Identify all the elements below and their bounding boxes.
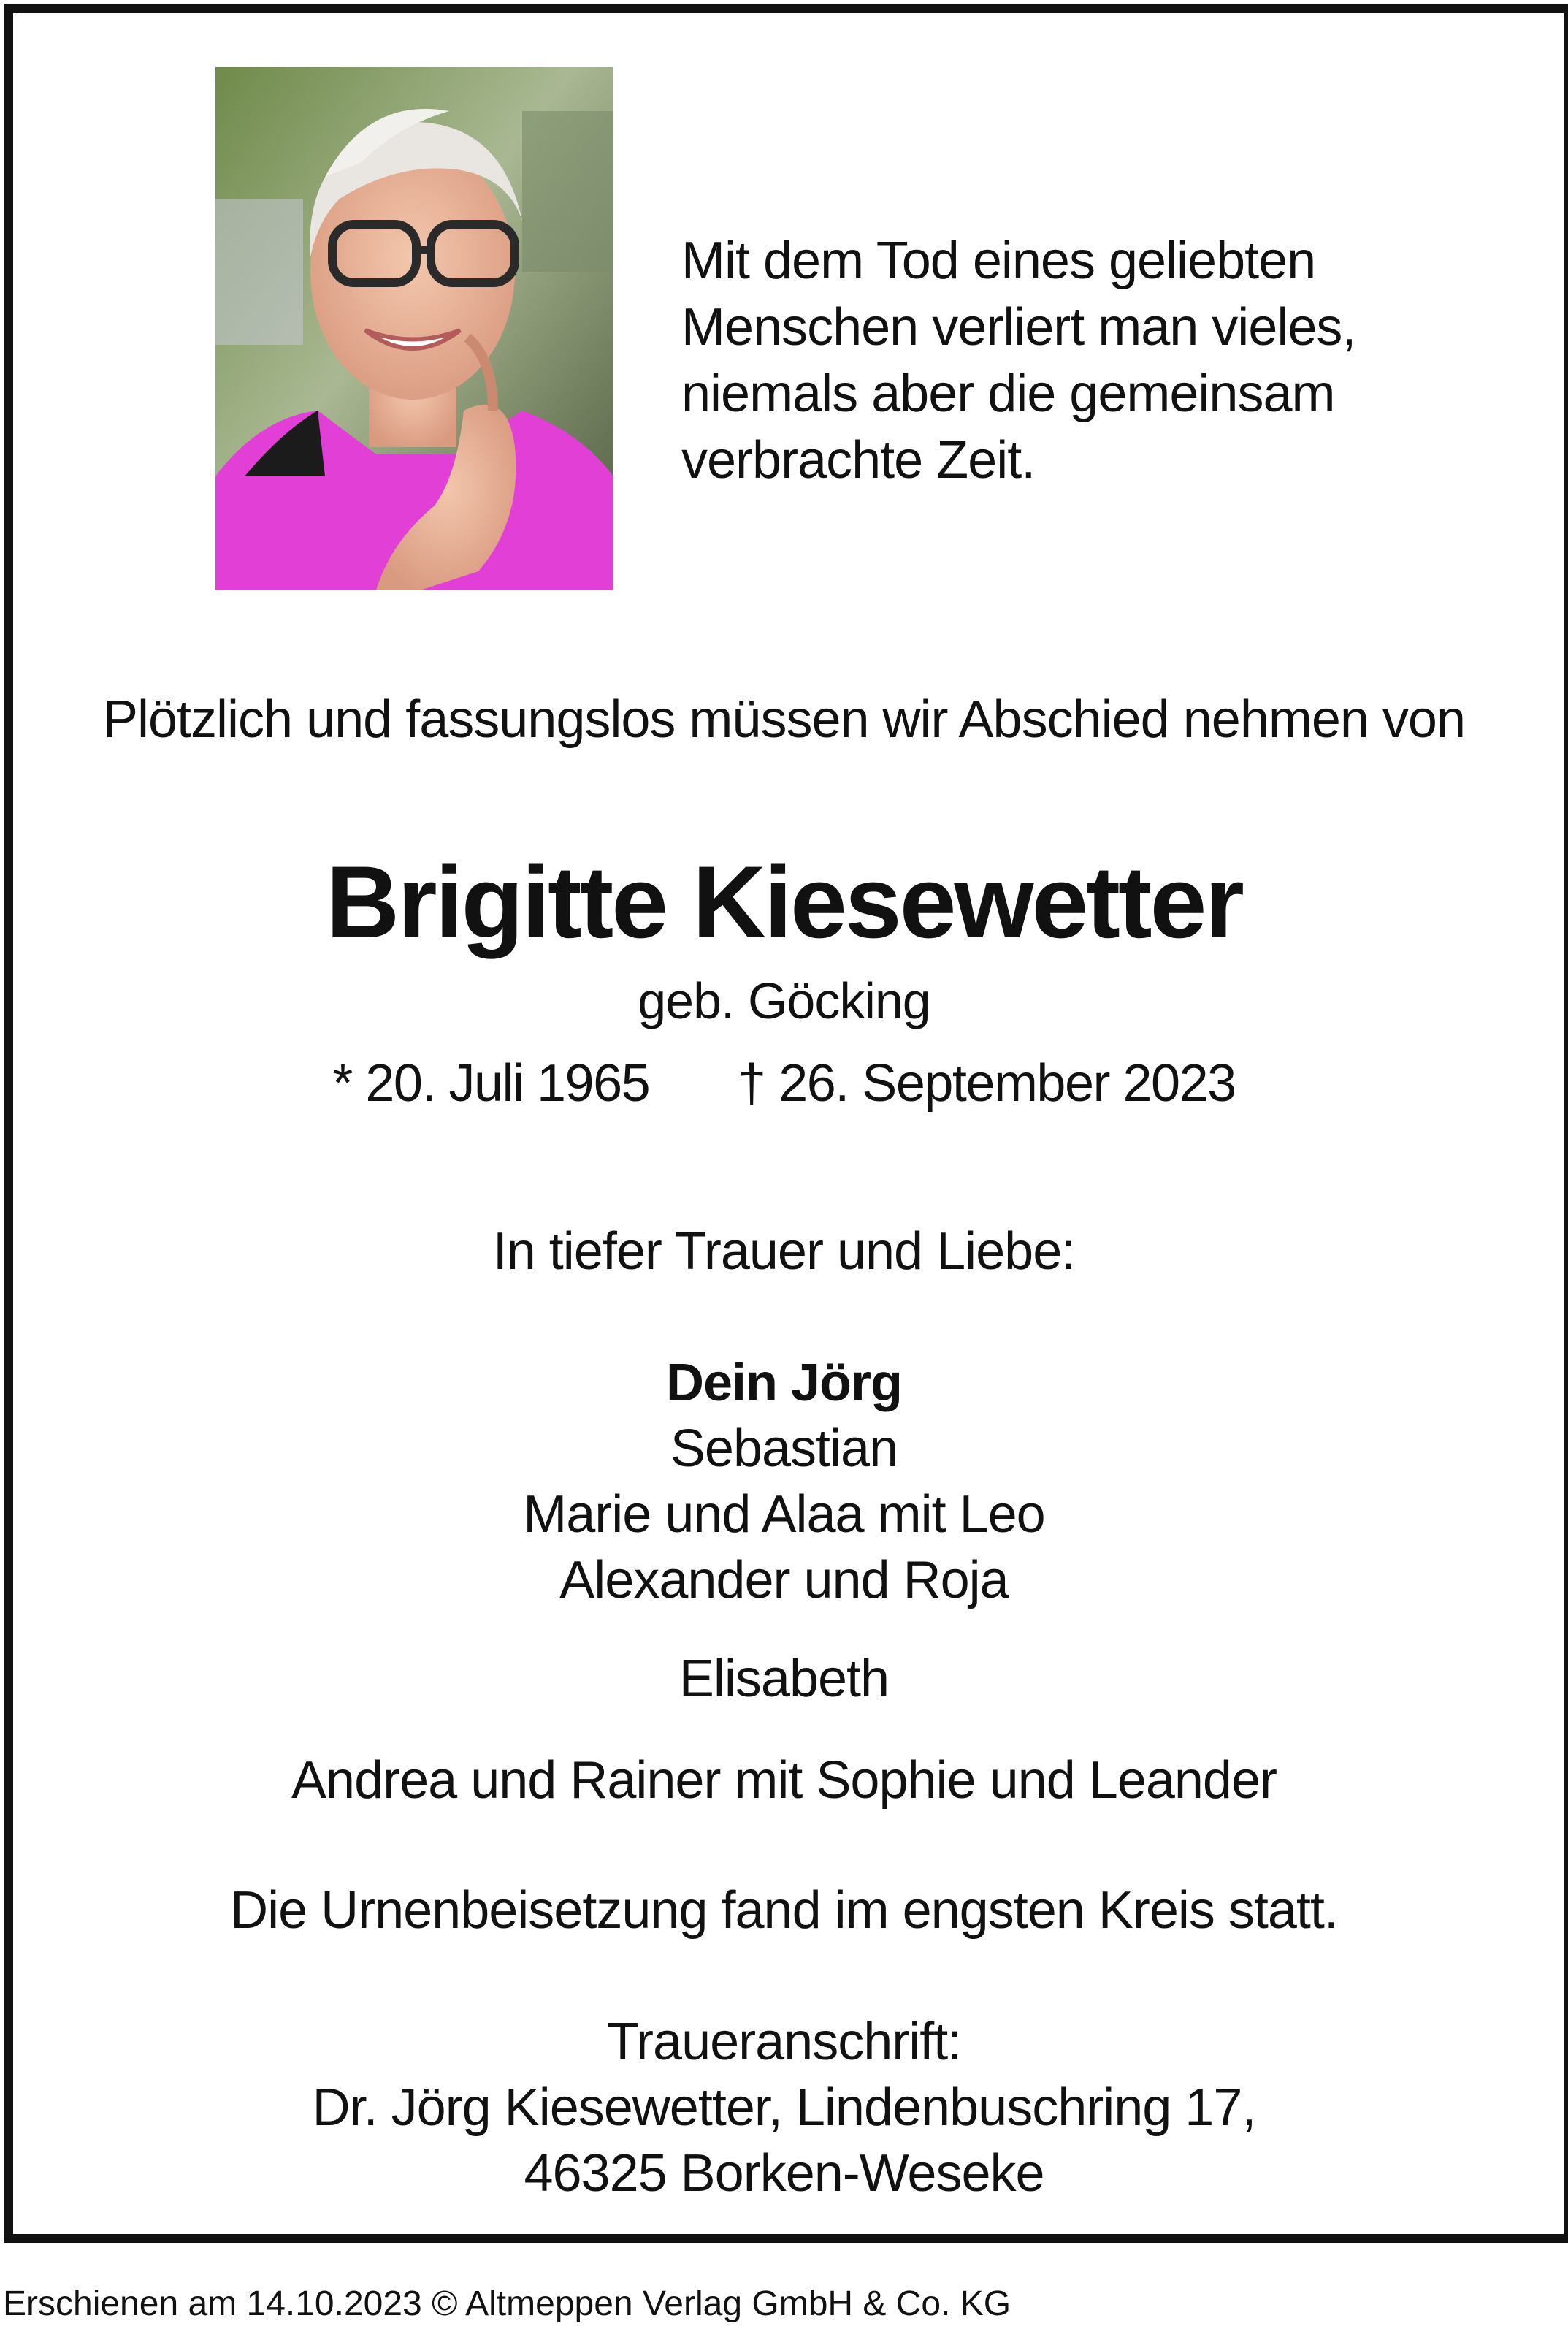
- quote-line: niemals aber die gemeinsam: [681, 365, 1335, 423]
- memorial-quote: [681, 228, 1448, 494]
- family-member: Alexander und Roja: [559, 1551, 1009, 1609]
- quote-line: Mit dem Tod eines geliebten: [681, 232, 1316, 290]
- mourning-heading: In tiefer Trauer und Liebe:: [492, 1222, 1076, 1281]
- burial-notice: Die Urnenbeisetzung fand im engsten Kreis statt.: [230, 1881, 1338, 1940]
- intro-text: Plötzlich und fassungslos müssen wir Abschied nehmen von: [102, 690, 1466, 749]
- deceased-name: Brigitte Kiesewetter: [326, 845, 1242, 959]
- birth-date: * 20. Juli 1965: [332, 1054, 650, 1113]
- address-line: 46325 Borken-Weseke: [524, 2144, 1044, 2203]
- address-line: Dr. Jörg Kiesewetter, Lindenbuschring 17,: [312, 2078, 1256, 2137]
- publication-footer: Erschienen am 14.10.2023 © Altmeppen Verlag GmbH & Co. KG: [3, 2284, 1011, 2323]
- mourning-address: [0, 2009, 1568, 2206]
- address-heading: Traueranschrift:: [606, 2013, 962, 2071]
- family-member: Elisabeth: [678, 1650, 890, 1708]
- family-member: Marie und Alaa mit Leo: [523, 1485, 1045, 1544]
- maiden-name: geb. Göcking: [638, 972, 930, 1029]
- family-member: Andrea und Rainer mit Sophie und Leander: [291, 1751, 1277, 1810]
- quote-line: verbrachte Zeit.: [681, 431, 1036, 489]
- family-list: [0, 1350, 1568, 1613]
- family-member: Dein Jörg: [665, 1354, 903, 1412]
- family-member: Sebastian: [670, 1419, 898, 1478]
- life-dates: [0, 1052, 1568, 1115]
- death-date: † 26. September 2023: [737, 1054, 1236, 1113]
- portrait-photo: [215, 67, 613, 590]
- quote-line: Menschen verliert man vieles,: [681, 298, 1356, 357]
